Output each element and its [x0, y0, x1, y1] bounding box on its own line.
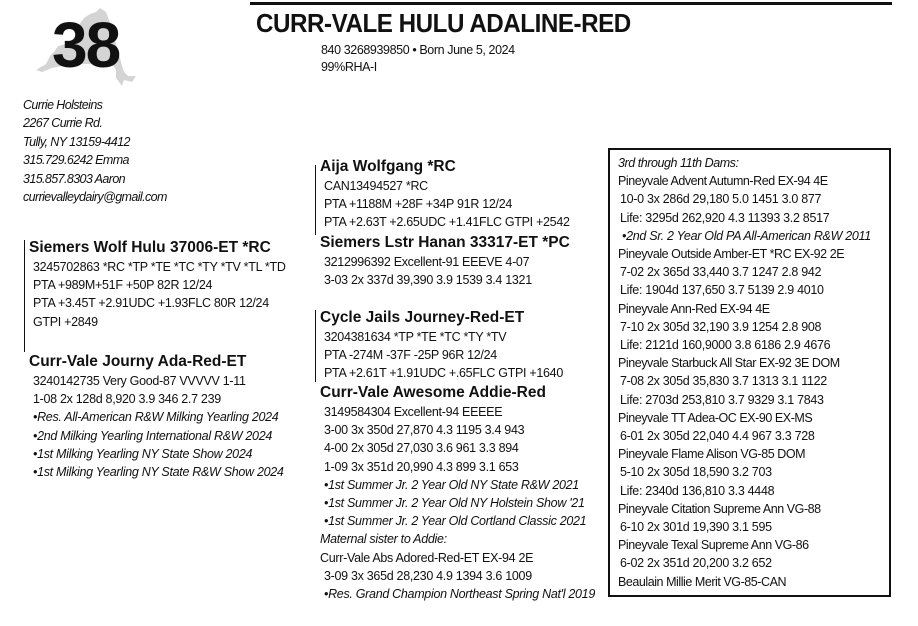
dam-dam-line: 1-09 3x 351d 20,990 4.3 899 3.1 653 [324, 459, 519, 474]
dams-title: 3rd through 11th Dams: [618, 156, 739, 170]
dam-entry-line: Life: 2121d 160,9000 3.8 6186 2.9 4676 [620, 338, 831, 353]
dam-entry-line: 7-02 2x 365d 33,440 3.7 1247 2.8 942 [620, 265, 822, 280]
contact-line: 315.729.6242 Emma [23, 153, 129, 168]
dam-entry-line: 6-10 2x 301d 19,390 3.1 595 [620, 520, 772, 535]
maternal-sister-name: Curr-Vale Abs Adored-Red-ET EX-94 2E [320, 550, 534, 565]
dam-entry-name: Pineyvale Ann-Red EX-94 4E [618, 301, 770, 316]
dam-entry-name: Pineyvale Citation Supreme Ann VG-88 [618, 501, 821, 516]
pedigree-bracket [315, 310, 316, 382]
dam-entry-line: Life: 3295d 262,920 4.3 11393 3.2 8517 [620, 210, 830, 225]
contact-line: Currie Holsteins [23, 98, 103, 112]
animal-name: CURR-VALE HULU ADALINE-RED [256, 8, 631, 38]
dam-entry-name: Pineyvale Starbuck All Star EX-92 3E DOM [618, 356, 840, 371]
maternal-sister-label: Maternal sister to Addie: [320, 532, 447, 547]
sire-line: PTA +3.45T +2.91UDC +1.93FLC 80R 12/24 [33, 296, 269, 311]
dam-entry-line: 6-02 2x 351d 20,200 3.2 652 [620, 556, 772, 571]
dam-entry-line: 6-01 2x 305d 22,040 4.4 967 3.3 728 [620, 429, 815, 444]
dam-honor: •1st Milking Yearling NY State Show 2024 [33, 446, 253, 461]
dam-dam-line: 3149584304 Excellent-94 EEEEE [324, 405, 503, 419]
dam-dam-block [320, 383, 595, 603]
sire-dam-block [320, 233, 570, 289]
sire-dam-line: 3212996392 Excellent-91 EEEVE 4-07 [324, 255, 530, 269]
dam-entry-name: Pineyvale Texal Supreme Ann VG-86 [618, 538, 809, 553]
sire-block [29, 238, 286, 331]
maternal-sister-line: 3-09 3x 365d 28,230 4.9 1394 3.6 1009 [324, 568, 532, 583]
dam-entry-line: Life: 2703d 253,810 3.7 9329 3.1 7843 [620, 392, 824, 407]
dam-entry-line: Life: 1904d 137,650 3.7 5139 2.9 4010 [620, 283, 824, 298]
dam-name: Curr-Vale Journy Ada-Red-ET [29, 353, 247, 370]
dam-dam-honor: •1st Summer Jr. 2 Year Old Cortland Classic 2021 [324, 514, 587, 529]
sire-sire-line: PTA +1188M +28F +34P 91R 12/24 [324, 197, 513, 212]
dam-entry-line: Life: 2340d 136,810 3.3 4448 [620, 483, 775, 498]
dam-entry-note: •2nd Sr. 2 Year Old PA All-American R&W 2011 [622, 228, 871, 243]
dam-entry-name: Pineyvale TT Adea-OC EX-90 EX-MS [618, 410, 813, 425]
sire-line: 3245702863 *RC *TP *TE *TC *TY *TV *TL *TD [33, 260, 286, 274]
contact-line: 2267 Currie Rd. [23, 116, 103, 131]
sire-dam-name: Siemers Lstr Hanan 33317-ET *PC [320, 234, 570, 251]
dam-dam-line: 3-00 3x 350d 27,870 4.3 1195 3.4 943 [324, 423, 525, 438]
sire-sire-name: Aija Wolfgang *RC [320, 158, 456, 175]
dam-line: 1-08 2x 128d 8,920 3.9 346 2.7 239 [33, 392, 221, 407]
dam-entry-line: 10-0 3x 286d 29,180 5.0 1451 3.0 877 [620, 192, 822, 207]
dam-entry-line: 7-08 2x 305d 35,830 3.7 1313 3.1 1122 [620, 374, 827, 389]
pedigree-bracket [315, 165, 316, 235]
sire-dam-line: 3-03 2x 337d 39,390 3.9 1539 3.4 1321 [324, 273, 532, 288]
dams-list [618, 154, 871, 591]
dam-dam-honor: •1st Summer Jr. 2 Year Old NY Holstein Show '21 [324, 496, 585, 511]
contact-line: currievalleydairy@gmail.com [23, 190, 167, 205]
lot-number: 38 [52, 9, 120, 81]
dam-dam-line: 4-00 2x 305d 27,030 3.6 961 3.3 894 [324, 441, 519, 456]
top-rule [250, 2, 892, 5]
sire-name: Siemers Wolf Hulu 37006-ET *RC [29, 239, 271, 256]
dam-dam-name: Curr-Vale Awesome Addie-Red [320, 384, 546, 401]
sire-line: PTA +989M+51F +50P 82R 12/24 [33, 278, 213, 293]
dam-sire-line: PTA -274M -37F -25P 96R 12/24 [324, 348, 497, 363]
dam-honor: •Res. All-American R&W Milking Yearling 2024 [33, 410, 279, 425]
dam-entry-line: 5-10 2x 305d 18,590 3.2 703 [620, 465, 772, 480]
dam-entry-name: Pineyvale Flame Alison VG-85 DOM [618, 447, 806, 462]
dam-entry-name: Pineyvale Outside Amber-ET *RC EX-92 2E [618, 247, 845, 262]
sire-line: GTPI +2849 [33, 314, 98, 329]
sire-sire-line: CAN13494527 *RC [324, 179, 428, 193]
sire-sire-line: PTA +2.63T +2.65UDC +1.41FLC GTPI +2542 [324, 215, 570, 230]
animal-rha: 99%RHA-I [321, 60, 377, 74]
animal-id-birth: 840 3268939850 • Born June 5, 2024 [321, 43, 515, 57]
dam-sire-line: 3204381634 *TP *TE *TC *TY *TV [324, 330, 507, 344]
dam-entry-name: Pineyvale Advent Autumn-Red EX-94 4E [618, 174, 828, 189]
pedigree-bracket [24, 240, 25, 352]
contact-line: Tully, NY 13159-4412 [23, 134, 130, 149]
dam-honor: •1st Milking Yearling NY State R&W Show 2024 [33, 465, 284, 480]
dam-sire-block [320, 308, 563, 383]
dam-line: 3240142735 Very Good-87 VVVVV 1-11 [33, 374, 246, 388]
dam-dam-honor: •1st Summer Jr. 2 Year Old NY State R&W 2021 [324, 477, 579, 492]
dam-sire-line: PTA +2.61T +1.91UDC +.65FLC GTPI +1640 [324, 366, 563, 381]
dam-honor: •2nd Milking Yearling International R&W 2024 [33, 428, 273, 443]
contact-line: 315.857.8303 Aaron [23, 171, 126, 186]
sire-sire-block [320, 157, 570, 232]
dam-block [29, 352, 284, 481]
maternal-sister-honor: •Res. Grand Champion Northeast Spring Nat'l 2019 [324, 587, 595, 602]
dam-entry-name: Beaulain Millie Merit VG-85-CAN [618, 574, 787, 589]
dam-entry-line: 7-10 2x 305d 32,190 3.9 1254 2.8 908 [620, 319, 822, 334]
contact-block [23, 96, 167, 206]
dam-sire-name: Cycle Jails Journey-Red-ET [320, 309, 525, 326]
